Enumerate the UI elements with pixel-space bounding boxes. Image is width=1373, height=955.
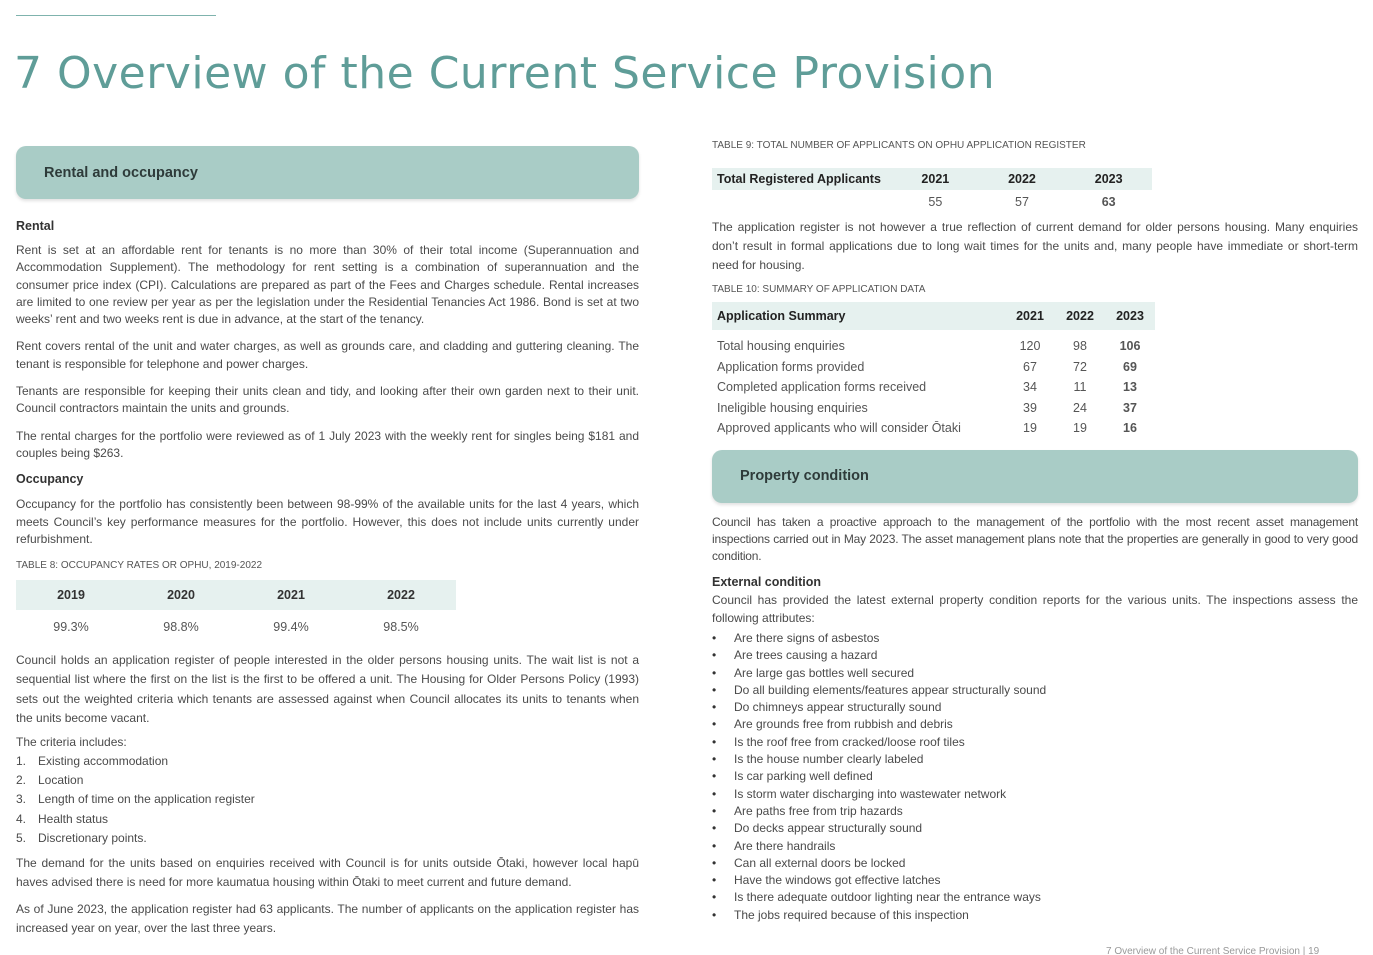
table-cell: 19 (1073, 421, 1087, 436)
table-cell: Approved applicants who will consider Ōtaki (717, 421, 961, 436)
table-header: 2019 (16, 580, 126, 610)
register-paragraph: Council holds an application register of people interested in the older persons housing units. The wait list is not a sequential list where the first on the list is the first to be offered a unit. The Housing for Older Persons Policy (1993) sets out the weighted criteria which tenants are assessed against when Council allocates its units to tenants when the units become vacant. (16, 653, 639, 725)
table-cell (712, 190, 892, 214)
table-cell: 106 (1119, 339, 1141, 354)
table-header: 2021 (1005, 302, 1055, 330)
external-heading: External condition (712, 575, 822, 590)
list-item: 1. Existing accommodation (16, 753, 169, 768)
right-column (712, 140, 1358, 924)
demand-paragraph-1: The demand for the units based on enquiries received with Council is for units outside Ōtaki, however local hapū haves advised there is need for more kaumatua housing within Ōtaki to meet current and future demand. (16, 855, 639, 889)
condition-paragraph: Council has taken a proactive approach to the management of the portfolio with the most recent asset management inspections carried out in May 2023. The asset management plans note that the properties are generally in good to very good condition. (712, 514, 1358, 564)
list-item: • Do all building elements/features appear structurally sound (712, 682, 1358, 699)
list-item: 2. Location (16, 773, 84, 788)
list-item: • Is car parking well defined (712, 768, 1358, 785)
table-row (712, 190, 1152, 214)
table-header: 2023 (1065, 168, 1152, 190)
table-cell: 24 (1073, 400, 1087, 415)
list-item: • Do decks appear structurally sound (712, 820, 1358, 837)
table-cell: Completed application forms received (717, 380, 927, 395)
list-item: • Is the house number clearly labeled (712, 751, 1358, 768)
list-item: • Is there adequate outdoor lighting near the entrance ways (712, 889, 1358, 906)
table-row (712, 418, 1155, 439)
table-row (712, 336, 1155, 357)
table-cell: 57 (1015, 195, 1029, 209)
table-cell: Application forms provided (717, 359, 865, 374)
table-cell: 99.3% (53, 620, 89, 635)
table-cell: 99.4% (273, 620, 309, 635)
list-item: • Are trees causing a hazard (712, 647, 1358, 664)
table-cell: 55 (928, 195, 943, 209)
applicants-table (712, 168, 1152, 214)
table-row (712, 398, 1155, 419)
table-row (16, 610, 456, 644)
occupancy-table (16, 580, 456, 644)
table-row (712, 357, 1155, 378)
list-item: • Can all external doors be locked (712, 855, 1358, 872)
table-9-caption: TABLE 9: TOTAL NUMBER OF APPLICANTS ON OPHU APPLICATION REGISTER (712, 140, 1086, 151)
list-item: • Are large gas bottles well secured (712, 665, 1358, 682)
table-cell: 37 (1123, 400, 1137, 415)
register-note: The application register is not however a true reflection of current demand for older persons housing. Many enquiries don’t result in formal applications due to long wait times for the units and, many people have immediate or short-term need for housing. (712, 220, 1358, 272)
table-cell: 11 (1073, 380, 1087, 395)
left-column (16, 146, 639, 938)
table-header: 2021 (892, 168, 979, 190)
section-banner-property: Property condition (712, 450, 1358, 503)
table-header: Total Registered Applicants (712, 168, 892, 190)
table-row (712, 377, 1155, 398)
table-cell: 63 (1101, 195, 1116, 209)
table-cell: Ineligible housing enquiries (717, 400, 868, 415)
list-item: 3. Length of time on the application register (16, 792, 255, 807)
page-title: 7 Overview of the Current Service Provision (14, 48, 996, 99)
table-cell: 13 (1123, 380, 1137, 395)
table-cell: 98.5% (383, 620, 419, 635)
table-header: 2021 (236, 580, 346, 610)
table-header-row (712, 302, 1155, 330)
rental-paragraph-2: Rent covers rental of the unit and water charges, as well as grounds care, and cladding and guttering cleaning. The tenant is responsible for telephone and power charges. (16, 339, 639, 371)
list-item: 5. Discretionary points. (16, 830, 147, 845)
list-item: • Is storm water discharging into wastewater network (712, 786, 1358, 803)
table-8-caption: TABLE 8: OCCUPANCY RATES OR OPHU, 2019-2022 (16, 560, 263, 572)
table-cell: 72 (1073, 359, 1087, 374)
rental-paragraph-4: The rental charges for the portfolio were reviewed as of 1 July 2023 with the weekly rent for singles being $181 and couples being $263. (16, 428, 639, 460)
table-header-row (712, 168, 1152, 190)
criteria-list (16, 752, 639, 848)
list-item: • Have the windows got effective latches (712, 872, 1358, 889)
table-cell: 34 (1023, 380, 1037, 395)
list-item: • Are there signs of asbestos (712, 630, 1358, 647)
table-header: Application Summary (712, 302, 1005, 330)
rental-heading: Rental (16, 219, 55, 233)
occupancy-heading: Occupancy (16, 472, 84, 487)
list-item: • The jobs required because of this inspection (712, 907, 1358, 924)
table-cell: 39 (1023, 400, 1037, 415)
table-header: 2023 (1105, 302, 1155, 330)
table-header: 2022 (1055, 302, 1105, 330)
page-footer: 7 Overview of the Current Service Provision | 19 (1106, 946, 1320, 955)
section-banner-rental: Rental and occupancy (16, 146, 639, 199)
table-cell: 120 (1019, 339, 1041, 354)
table-header: 2022 (979, 168, 1066, 190)
rental-paragraph-1: Rent is set at an affordable rent for tenants is no more than 30% of their total income (Superannuation and Accommodation Supplement). The methodology for rent setting is a combination of superannuation and the consumer price index (CPI). Calculations are prepared as part of the Fees and Charges schedule. Rental increases are limited to one review per year as per the legislation under the Residential Tenancies Act 1986. Bond is set at two weeks’ rent and two weeks rent is due in advance, at the start of the tenancy. (16, 243, 639, 327)
table-header: 2022 (346, 580, 456, 610)
list-item: • Are there handrails (712, 838, 1358, 855)
demand-paragraph-2: As of June 2023, the application register had 63 applicants. The number of applicants on the application register has increased year on year, over the last three years. (16, 901, 639, 935)
table-cell: Total housing enquiries (717, 339, 845, 354)
list-item: 4. Health status (16, 811, 109, 826)
table-cell: 67 (1023, 359, 1037, 374)
external-paragraph: Council has provided the latest external property condition reports for the various units. The inspections assess the following attributes: (712, 593, 1358, 625)
application-summary-table (712, 302, 1155, 439)
rental-paragraph-3: Tenants are responsible for keeping their units clean and tidy, and looking after their own garden next to their unit. Council contractors maintain the units and grounds. (16, 384, 639, 416)
table-header-row (16, 580, 456, 610)
criteria-intro: The criteria includes: (16, 734, 127, 749)
top-rule (16, 15, 216, 16)
occupancy-paragraph: Occupancy for the portfolio has consistently been between 98-99% of the available units for the last 4 years, which meets Council’s key performance measures for the portfolio. However, this does not include units currently under refurbishment. (16, 497, 639, 546)
attributes-list (712, 630, 1358, 924)
list-item: • Are grounds free from rubbish and debris (712, 716, 1358, 733)
table-cell: 69 (1123, 359, 1137, 374)
table-cell: 98.8% (163, 620, 199, 635)
table-cell: 98 (1073, 339, 1087, 354)
table-header: 2020 (126, 580, 236, 610)
list-item: • Do chimneys appear structurally sound (712, 699, 1358, 716)
table-cell: 16 (1123, 421, 1137, 436)
table-cell: 19 (1023, 421, 1037, 436)
table-10-caption: TABLE 10: SUMMARY OF APPLICATION DATA (712, 284, 926, 295)
list-item: • Are paths free from trip hazards (712, 803, 1358, 820)
list-item: • Is the roof free from cracked/loose roof tiles (712, 734, 1358, 751)
